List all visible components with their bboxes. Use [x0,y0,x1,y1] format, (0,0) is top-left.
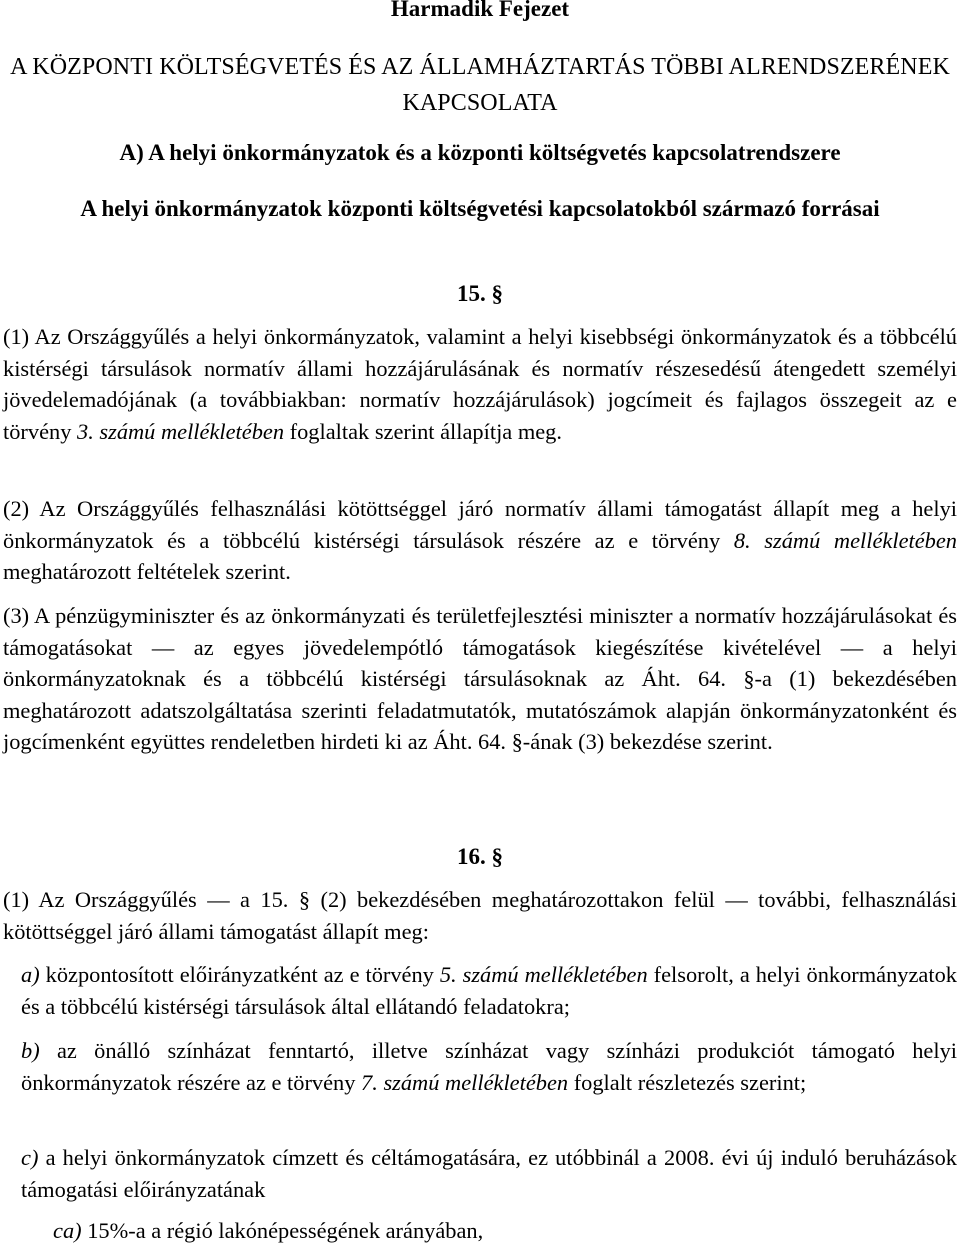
text-run: 15%-a a régió lakónépességének arányában, [81,1218,484,1243]
section-15-paragraph-1 [3,321,957,447]
point-label: ca) [53,1218,82,1243]
chapter-title: A KÖZPONTI KÖLTSÉGVETÉS ÉS AZ ÁLLAMHÁZTARTÁS TÖBBI ALRENDSZERÉNEK KAPCSOLATA [10,54,950,116]
text-run: foglaltak szerint állapítja meg. [284,418,562,444]
section-16-point-ca [53,1215,957,1247]
section-16-point-a [21,959,957,1022]
annex-reference: 8. számú mellékletében [733,527,957,553]
section-16-point-b [21,1035,957,1098]
text-run: meghatározott feltételek szerint. [3,559,291,584]
text-run: (2) Az Országgyűlés felhasználási kötöttséggel járó normatív állami támogatást állapít meg a helyi önkormányzatok és a többcélú kistérségi társulások részére az e törvény [3,496,957,553]
point-label: a) [21,962,40,987]
text-run: (1) Az Országgyűlés a helyi önkormányzatok, valamint a helyi kisebbségi önkormányzatok és a többcélú kistérségi társulások normatív állami hozzájárulásának és normatív részesedésű átengedett személyi jövedelemadójának (a továbbiakban: normatív hozzájárulások) jogcímeit és fajlagos összegeit az e törvény [3,324,957,444]
section-15-paragraph-2 [3,493,957,588]
chapter-label: Harmadik Fejezet [390,0,570,21]
subsection-title: A helyi önkormányzatok központi költségvetési kapcsolatokból származó forrásai [80,196,880,221]
point-label: c) [21,1145,39,1170]
section-16-number: 16. § [457,844,503,869]
point-label: b) [21,1038,40,1063]
text-run: a helyi önkormányzatok címzett és céltámogatására, ez utóbbinál a 2008. évi új induló beruházások támogatási előirányzatának [21,1145,957,1202]
text-run: központosított előirányzatként az e törvény [39,962,440,987]
annex-reference: 3. számú mellékletében [77,418,285,444]
text-run: az önálló színházat fenntartó, illetve színházat vagy színházi produkciót támogató helyi önkormányzatok részére az e törvény [21,1038,957,1095]
section-16-paragraph-1: (1) Az Országgyűlés — a 15. § (2) bekezdésében meghatározottakon felül — további, felhasználási kötöttséggel járó állami támogatást állapít meg: [3,887,957,944]
annex-reference: 7. számú mellékletében [361,1069,569,1095]
subchapter-title: A) A helyi önkormányzatok és a központi költségvetés kapcsolatrendszere [119,140,841,165]
text-run: foglalt részletezés szerint; [568,1069,807,1095]
text-run: felsorolt, a helyi önkormányzatok és a többcélú kistérségi társulások által ellátandó feladatokra; [21,962,957,1019]
section-16-point-c [21,1142,957,1205]
section-15-number: 15. § [457,281,503,306]
section-15-paragraph-3: (3) A pénzügyminiszter és az önkormányzati és területfejlesztési miniszter a normatív hozzájárulásokat és támogatásokat — az egyes jövedelempótló támogatások kiegészítése kivételével — a helyi önkormányzatoknak és a többcélú kistérségi társulásoknak az Áht. 64. §-a (1) bekezdésében meghatározott adatszolgáltatása szerinti feladatmutatók, mutatószámok alapján önkormányzatonként és jogcímenként együttes rendeletben hirdeti ki az Áht. 64. §-ának (3) bekezdése szerint. [3,603,957,754]
annex-reference: 5. számú mellékletében [439,962,648,987]
